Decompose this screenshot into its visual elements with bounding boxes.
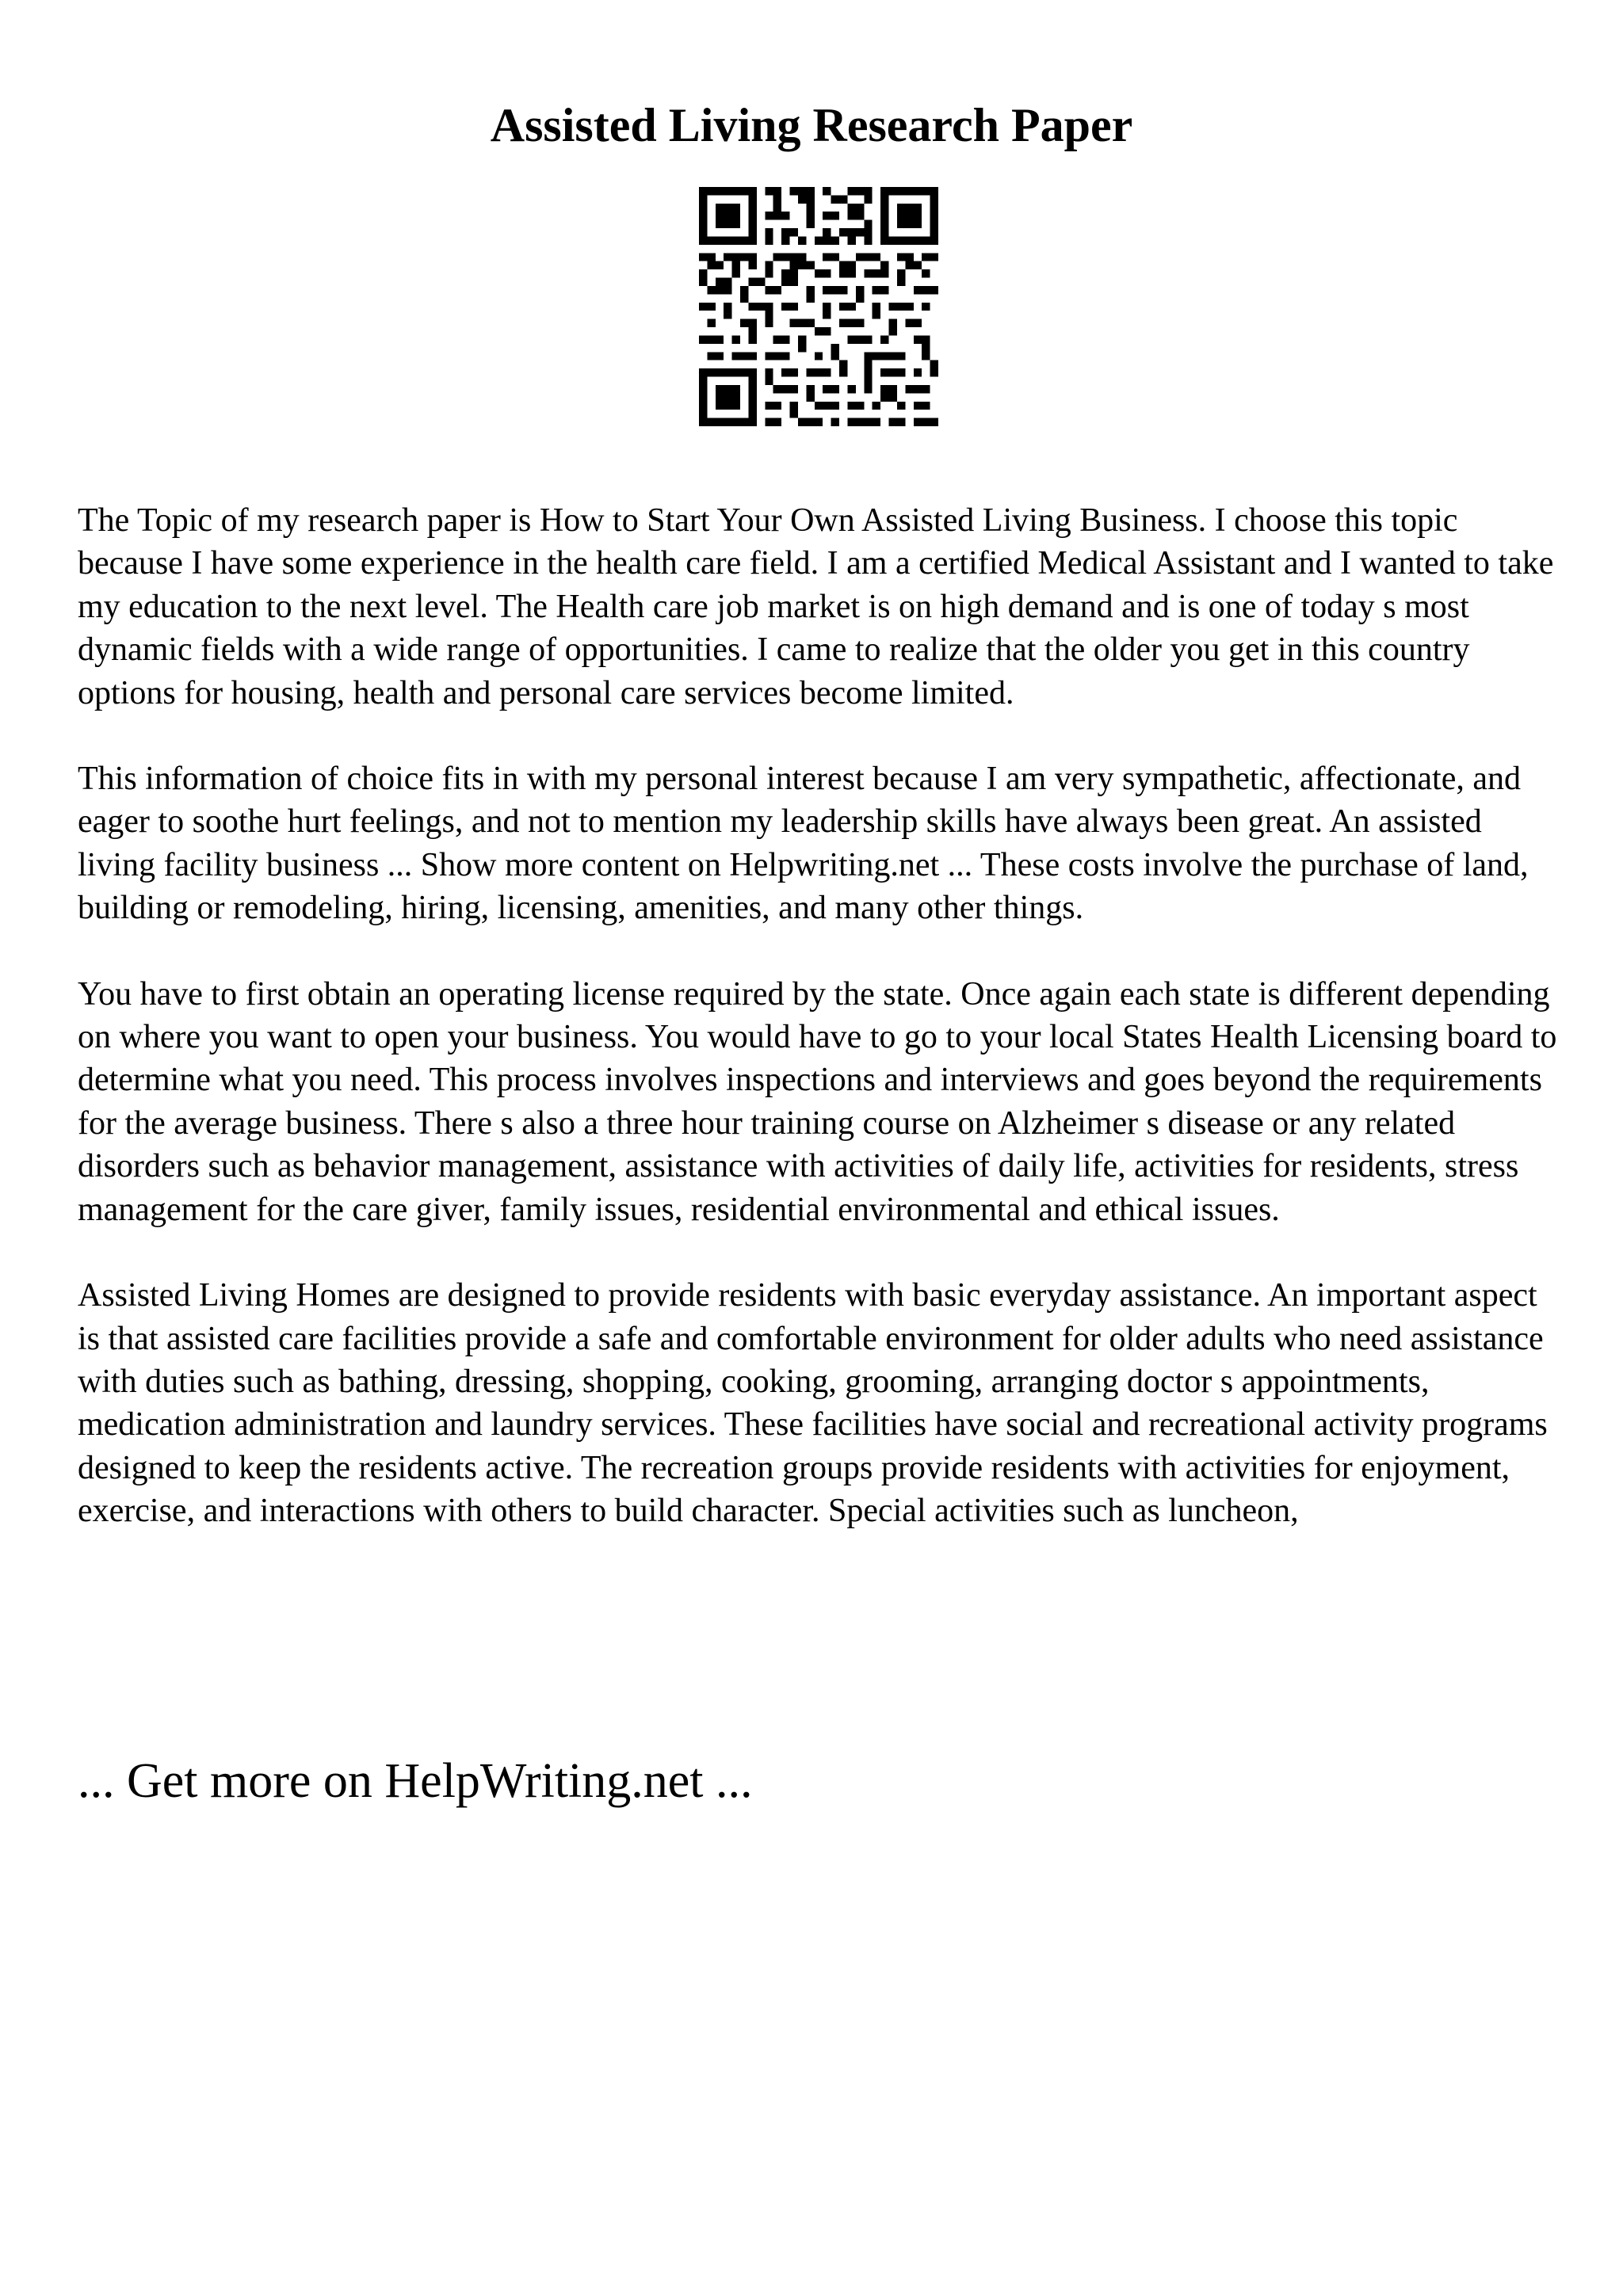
- article-body: [78, 499, 1560, 1533]
- page-title: Assisted Living Research Paper: [490, 99, 1133, 151]
- get-more-link[interactable]: ... Get more on HelpWriting.net ...: [78, 1754, 753, 1808]
- paragraph-2: This information of choice fits in with my personal interest because I am very sympathetic, affectionate, and eager to soothe hurt feelings, and not to mention my leadership skills have always been great. An assisted living facility business ... Show more content on Helpwriting.net ... These costs involve the purchase of land, building or remodeling, hiring, licensing, amenities, and many other things.: [78, 761, 1529, 927]
- paragraph-1: The Topic of my research paper is How to Start Your Own Assisted Living Business. I choose this topic because I have some experience in the health care field. I am a certified Medical Assistant and I wanted to take my education to the next level. The Health care job market is on high demand and is one of today s most dynamic fields with a wide range of opportunities. I came to realize that the older you get in this country options for housing, health and personal care services become limited.: [78, 502, 1554, 711]
- paragraph-3: You have to first obtain an operating license required by the state. Once again each state is different depending on where you want to open your business. You would have to go to your local States Health Licensing board to determine what you need. This process involves inspections and interviews and goes beyond the requirements for the average business. There s also a three hour training course on Alzheimer s disease or any related disorders such as behavior management, assistance with activities of daily life, activities for residents, stress management for the care giver, family issues, residential environmental and ethical issues.: [78, 975, 1557, 1228]
- qr-code-icon[interactable]: [699, 187, 938, 426]
- paragraph-4: Assisted Living Homes are designed to provide residents with basic everyday assistance. An important aspect is that assisted care facilities provide a safe and comfortable environment for older adults who need assistance with duties such as bathing, dressing, shopping, cooking, grooming, arranging doctor s appointments, medication administration and laundry services. These facilities have social and recreational activity programs designed to keep the residents active. The recreation groups provide residents with activities for enjoyment, exercise, and interactions with others to build character. Special activities such as luncheon,: [78, 1277, 1548, 1530]
